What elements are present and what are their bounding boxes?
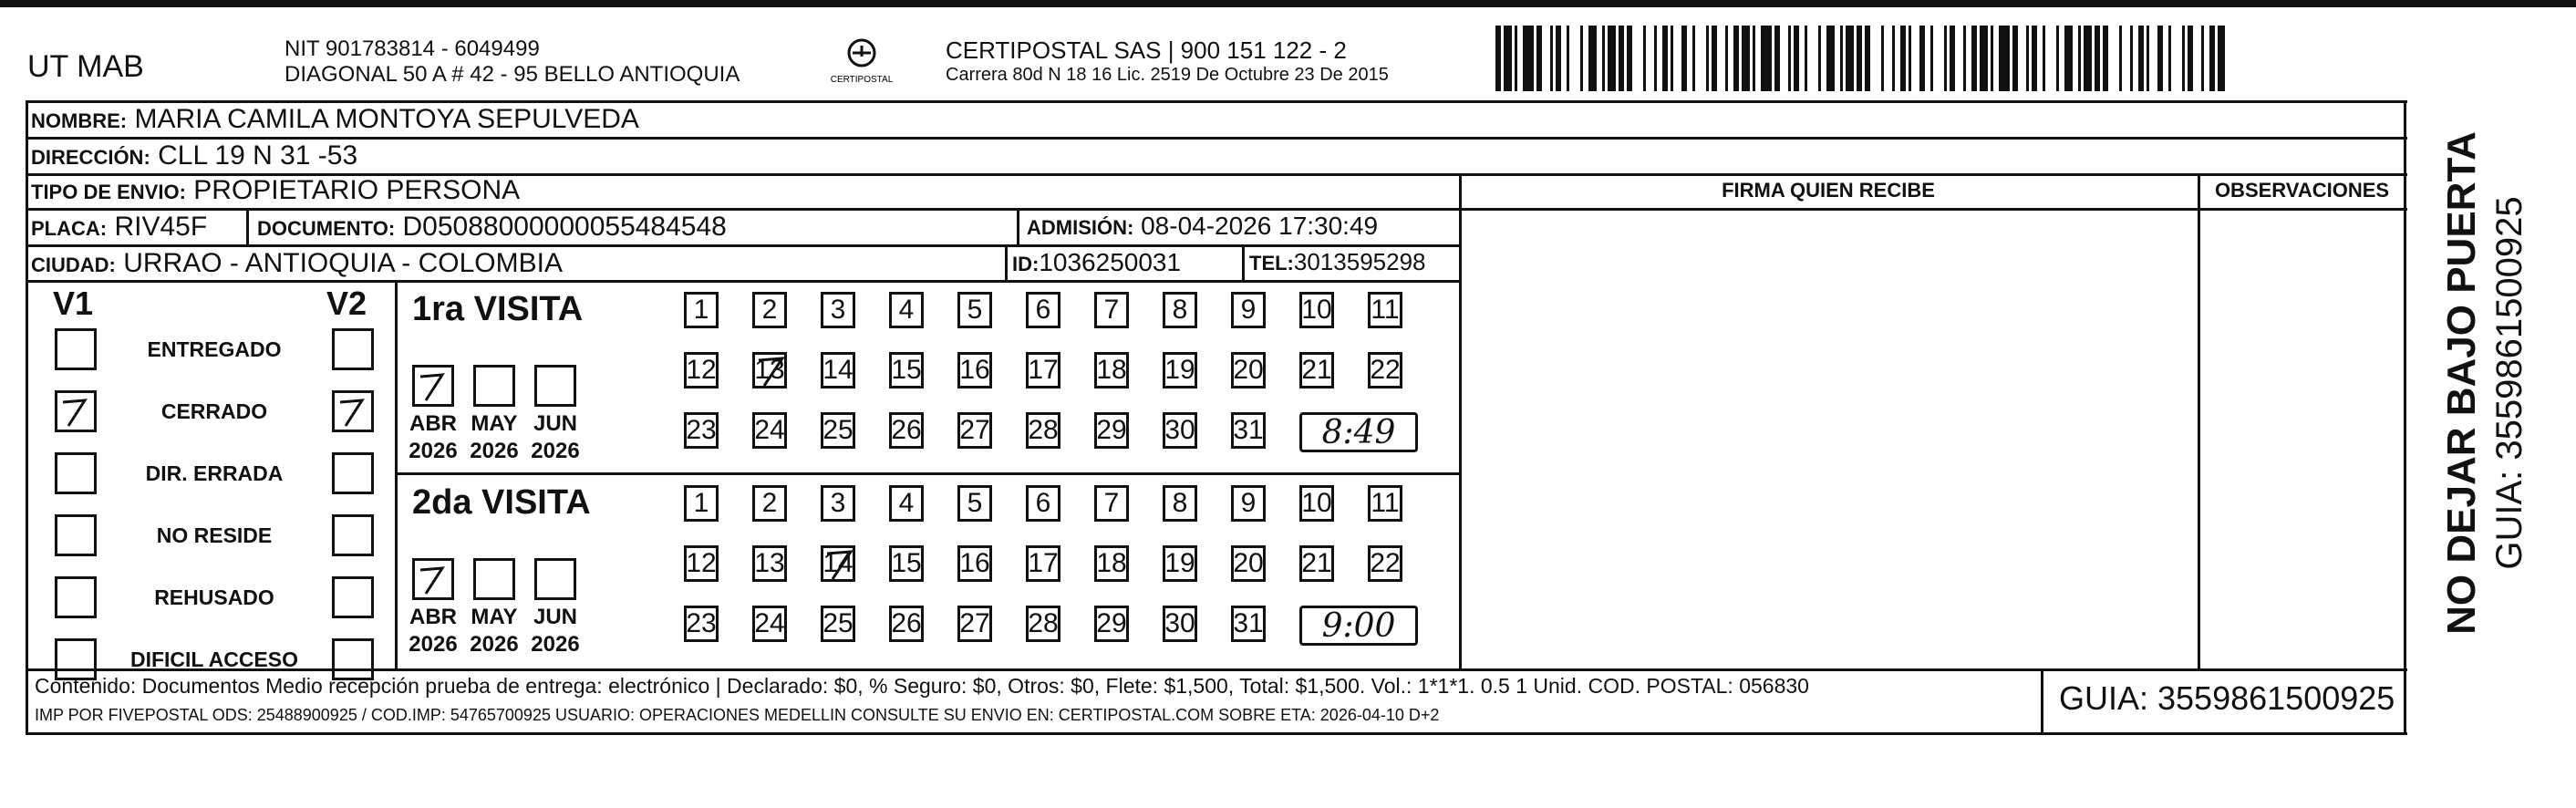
company: CERTIPOSTAL SAS | 900 151 122 - 2: [946, 36, 1347, 64]
barcode-bar: [1742, 26, 1750, 91]
barcode-bar: [1671, 26, 1673, 91]
imp-line: IMP POR FIVEPOSTAL ODS: 25488900925 / COD.IMP: 54765700925 USUARIO: OPERACIONES MEDELLIN CONSULTE SU ENVIO EN: CERTIPOSTAL.COM SOBRE ETA: 2026-04-10 D+2: [35, 706, 1440, 724]
frame-left: [26, 100, 28, 734]
barcode-bar: [1725, 26, 1728, 91]
first-month-label: [462, 410, 526, 465]
barcode-bar: [2201, 26, 2204, 91]
year: 2026: [409, 439, 458, 463]
barcode-bar: [1971, 26, 1977, 91]
second-day-box[interactable]: 7: [1094, 485, 1129, 522]
second-time-box: 9:00: [1299, 606, 1418, 646]
second-day-box[interactable]: 14: [821, 545, 855, 582]
first-day-box[interactable]: 5: [957, 292, 992, 328]
barcode-bar: [1788, 26, 1791, 91]
barcode-bar: [1857, 26, 1862, 91]
plate-label: PLACA:: [31, 217, 108, 240]
first-day-box[interactable]: 3: [821, 292, 855, 328]
first-month-label: [523, 410, 587, 465]
barcode-bar: [1944, 26, 1947, 91]
document-value: D05088000000055484548: [402, 212, 727, 242]
first-day-box[interactable]: 10: [1299, 292, 1334, 328]
status-label: CERRADO: [160, 399, 268, 423]
month-name: MAY: [471, 605, 518, 629]
signature-left: [1459, 173, 1462, 670]
month-name: JUN: [533, 411, 577, 436]
barcode-bar: [1619, 26, 1624, 91]
first-day-box[interactable]: 26: [889, 412, 924, 449]
first-day-box[interactable]: 16: [957, 352, 992, 388]
barcode-bar: [2157, 26, 2163, 91]
status-label: REHUSADO: [154, 585, 274, 609]
barcode-bar: [2095, 26, 2100, 91]
barcode-bar: [1643, 26, 1646, 91]
second-day-box[interactable]: 24: [752, 606, 787, 642]
barcode-bar: [1536, 26, 1542, 91]
second-day-box[interactable]: 19: [1163, 545, 1197, 582]
second-day-box[interactable]: 22: [1368, 545, 1402, 582]
second-day-box[interactable]: 6: [1026, 485, 1060, 522]
barcode-bar: [1627, 26, 1632, 91]
barcode-bar: [1980, 26, 1988, 91]
first-day-box[interactable]: 27: [957, 412, 992, 449]
barcode-bar: [2218, 26, 2225, 91]
barcode-bar: [1919, 26, 1925, 91]
second-day-box[interactable]: 28: [1026, 606, 1060, 642]
first-month-box[interactable]: [473, 365, 515, 407]
first-day-box[interactable]: 8: [1163, 292, 1197, 328]
visit-divider: [395, 472, 1462, 475]
day-mark-icon: [823, 548, 854, 581]
barcode-bar: [2147, 26, 2149, 91]
second-day-box[interactable]: 20: [1231, 545, 1266, 582]
side-guide: GUIA: 3559861500925: [2489, 196, 2529, 570]
barcode-bar: [1495, 26, 1501, 91]
second-day-box[interactable]: 3: [821, 485, 855, 522]
barcode-bar: [2078, 26, 2081, 91]
year: 2026: [531, 632, 580, 657]
first-day-box[interactable]: 1: [684, 292, 719, 328]
barcode-bar: [2056, 26, 2059, 91]
year: 2026: [470, 439, 519, 463]
sender: UT MAB: [27, 49, 144, 84]
plate-divider: [246, 208, 249, 244]
footer-guide-divider: [2041, 668, 2043, 734]
first-time-box: 8:49: [1299, 412, 1418, 452]
second-month-box[interactable]: [534, 558, 576, 600]
barcode-bar: [1662, 26, 1668, 91]
barcode-bar: [1608, 26, 1616, 91]
barcode-bar: [1881, 26, 1884, 91]
second-day-box[interactable]: 15: [889, 545, 924, 582]
row-line-2: [26, 137, 2407, 140]
first-day-box[interactable]: 18: [1094, 352, 1129, 388]
first-month-label: [401, 410, 465, 465]
tel-row: [1249, 250, 1426, 274]
row-line-1: [26, 100, 2407, 103]
barcode-bar: [1963, 26, 1966, 91]
second-day-box[interactable]: 25: [821, 606, 855, 642]
barcode-bar: [2032, 26, 2037, 91]
tel-divider: [1242, 244, 1245, 281]
second-day-box[interactable]: 23: [684, 606, 719, 642]
check-mark-icon: [415, 368, 451, 404]
second-day-box[interactable]: 1: [684, 485, 719, 522]
second-month-label: [462, 604, 526, 658]
barcode-bar: [1681, 26, 1687, 91]
v2-label: V2: [326, 285, 367, 322]
admission-divider: [1017, 208, 1019, 244]
row-line-6: [26, 280, 1462, 283]
barcode-bar: [1818, 26, 1821, 91]
first-day-box[interactable]: 9: [1231, 292, 1266, 328]
signature-header: FIRMA QUIEN RECIBE: [1722, 179, 1935, 202]
id-label: ID:: [1012, 253, 1040, 275]
logo-text: CERTIPOSTAL: [830, 75, 894, 85]
name-row: [31, 106, 639, 133]
first-day-box[interactable]: 19: [1163, 352, 1197, 388]
sender-address: DIAGONAL 50 A # 42 - 95 BELLO ANTIOQUIA: [284, 62, 740, 87]
second-day-box[interactable]: 31: [1231, 606, 1266, 642]
tel-value: 3013595298: [1293, 248, 1426, 275]
second-day-box[interactable]: 11: [1368, 485, 1402, 522]
admission-label: ADMISIÓN:: [1027, 216, 1134, 239]
barcode-bar: [1846, 26, 1854, 91]
shipment-type: PROPIETARIO PERSONA: [193, 175, 521, 205]
admission-row: [1027, 213, 1378, 239]
second-day-box[interactable]: 8: [1163, 485, 1197, 522]
barcode-bar: [1950, 26, 1955, 91]
second-day-box[interactable]: 12: [684, 545, 719, 582]
second-day-box[interactable]: 5: [957, 485, 992, 522]
month-name: JUN: [533, 605, 577, 629]
footer-bottom: [26, 732, 2407, 735]
barcode-bar: [1550, 26, 1553, 91]
first-day-box[interactable]: 21: [1299, 352, 1334, 388]
barcode-bar: [1567, 26, 1569, 91]
first-day-box[interactable]: 13: [752, 352, 787, 388]
barcode-bar: [1999, 26, 2010, 91]
barcode-bar: [1523, 26, 1534, 91]
company-address: Carrera 80d N 18 16 Lic. 2519 De Octubre 23 De 2015: [946, 65, 1389, 85]
first-day-box[interactable]: 15: [889, 352, 924, 388]
city-value: URRAO - ANTIOQUIA - COLOMBIA: [123, 248, 563, 278]
top-edge: [0, 0, 2576, 7]
status-label: DIFICIL ACCESO: [129, 647, 298, 671]
barcode-bar: [1515, 26, 1517, 91]
barcode-bar: [1805, 26, 1807, 91]
year: 2026: [470, 632, 519, 657]
second-day-box[interactable]: 26: [889, 606, 924, 642]
type-row: [31, 177, 520, 204]
second-day-box[interactable]: 9: [1231, 485, 1266, 522]
barcode-bar: [1991, 26, 1993, 91]
second-day-box[interactable]: 4: [889, 485, 924, 522]
month-name: MAY: [471, 411, 518, 436]
second-month-label: [401, 604, 465, 658]
second-day-box[interactable]: 18: [1094, 545, 1129, 582]
document-label: DOCUMENTO:: [257, 217, 396, 240]
barcode-bar: [1580, 26, 1583, 91]
first-month-box[interactable]: [534, 365, 576, 407]
second-day-box[interactable]: 30: [1163, 606, 1197, 642]
barcode-bar: [2103, 26, 2108, 91]
tel-label: TEL:: [1249, 252, 1294, 275]
barcode-bar: [1774, 26, 1780, 91]
second-month-label: [523, 604, 587, 658]
id-value: 1036250031: [1039, 248, 1182, 276]
certipostal-logo: [825, 36, 898, 88]
barcode-bar: [1826, 26, 1835, 91]
contents-line: Contenido: Documentos Medio recepción prueba de entrega: electrónico | Declarado: $0, % Seguro: $0, Otros: $0, Flete: $1,500, Total: $1,500. Vol.: 1*1*1. 0.5 1 Unid. COD. POSTAL: 056830: [35, 674, 1809, 698]
barcode-bar: [1761, 26, 1772, 91]
barcode-bar: [1794, 26, 1799, 91]
barcode-bar: [2043, 26, 2045, 91]
year: 2026: [409, 632, 458, 657]
first-day-box[interactable]: 20: [1231, 352, 1266, 388]
observations-header: OBSERVACIONES: [2214, 179, 2390, 202]
first-day-box[interactable]: 22: [1368, 352, 1402, 388]
first-day-box[interactable]: 17: [1026, 352, 1060, 388]
barcode-bar: [1909, 26, 1911, 91]
second-day-box[interactable]: 29: [1094, 606, 1129, 642]
first-day-box[interactable]: 4: [889, 292, 924, 328]
first-day-box[interactable]: 28: [1026, 412, 1060, 449]
admission-value: 08-04-2026 17:30:49: [1141, 212, 1379, 240]
status-divider: [395, 280, 398, 670]
recipient-address: CLL 19 N 31 -53: [158, 140, 358, 171]
first-day-box[interactable]: 30: [1163, 412, 1197, 449]
barcode-bar: [2012, 26, 2018, 91]
first-day-box[interactable]: 2: [752, 292, 787, 328]
barcode-bar: [1692, 26, 1695, 91]
barcode-bar: [1733, 26, 1739, 91]
first-visit-title: 1ra VISITA: [412, 290, 584, 328]
second-day-box[interactable]: 10: [1299, 485, 1334, 522]
status-label: NO RESIDE: [156, 523, 273, 547]
second-month-box[interactable]: [412, 558, 454, 600]
type-label: TIPO DE ENVIO:: [31, 181, 186, 203]
city-label: CIUDAD:: [31, 254, 116, 276]
first-day-box[interactable]: 25: [821, 412, 855, 449]
barcode-bar: [1602, 26, 1605, 91]
barcode-bar: [2209, 26, 2215, 91]
first-day-box[interactable]: 7: [1094, 292, 1129, 328]
first-month-box[interactable]: [412, 365, 454, 407]
first-day-box[interactable]: 6: [1026, 292, 1060, 328]
barcode-bar: [2119, 26, 2122, 91]
barcode-bar: [1753, 26, 1755, 91]
address-label: DIRECCIÓN:: [31, 146, 150, 169]
barcode-bar: [2084, 26, 2092, 91]
plate-row: [31, 213, 207, 241]
barcode-bar: [1900, 26, 1906, 91]
barcode-bar: [1892, 26, 1895, 91]
barcode-bar: [1556, 26, 1561, 91]
barcode-bar: [1840, 26, 1843, 91]
first-day-box[interactable]: 11: [1368, 292, 1402, 328]
first-day-box[interactable]: 31: [1231, 412, 1266, 449]
barcode-bar: [2130, 26, 2133, 91]
barcode-bar: [1712, 26, 1717, 91]
do-not-leave-warning: NO DEJAR BAJO PUERTA: [2439, 131, 2484, 635]
month-name: ABR: [409, 411, 457, 436]
first-day-box[interactable]: 29: [1094, 412, 1129, 449]
barcode-bar: [2064, 26, 2073, 91]
first-day-box[interactable]: 12: [684, 352, 719, 388]
second-day-box[interactable]: 2: [752, 485, 787, 522]
address-row: [31, 142, 357, 170]
second-visit-title: 2da VISITA: [412, 483, 591, 522]
first-day-box[interactable]: 14: [821, 352, 855, 388]
barcode-bar: [1504, 26, 1512, 91]
second-day-box[interactable]: 13: [752, 545, 787, 582]
barcode-bar: [2188, 26, 2193, 91]
second-month-box[interactable]: [473, 558, 515, 600]
barcode-bar: [1930, 26, 1933, 91]
footer-top: [26, 668, 2407, 671]
row-line-4: [26, 208, 2407, 211]
observations-left: [2198, 173, 2200, 670]
second-day-box[interactable]: 27: [957, 606, 992, 642]
name-label: NOMBRE:: [31, 109, 128, 132]
city-row: [31, 250, 563, 277]
month-name: ABR: [409, 605, 457, 629]
day-mark-icon: [755, 355, 786, 388]
v1-label: V1: [53, 285, 94, 322]
barcode-bar: [1588, 26, 1597, 91]
plate-value: RIV45F: [114, 212, 208, 242]
sender-nit: NIT 901783814 - 6049499: [284, 36, 540, 61]
barcode-bar: [1654, 26, 1657, 91]
document-row: [257, 213, 727, 241]
second-day-box[interactable]: 21: [1299, 545, 1334, 582]
footer-guide: GUIA: 3559861500925: [2059, 679, 2395, 717]
barcode: [1495, 26, 2225, 91]
barcode-bar: [1865, 26, 1870, 91]
row-line-5: [26, 244, 1462, 247]
first-day-box[interactable]: 23: [684, 412, 719, 449]
id-row: [1012, 250, 1181, 275]
status-label: ENTREGADO: [147, 337, 282, 361]
first-day-box[interactable]: 24: [752, 412, 787, 449]
barcode-bar: [2026, 26, 2029, 91]
id-divider: [1005, 244, 1008, 281]
year: 2026: [531, 439, 580, 463]
barcode-bar: [2138, 26, 2144, 91]
second-day-box[interactable]: 16: [957, 545, 992, 582]
status-label: DIR. ERRADA: [145, 461, 284, 485]
check-mark-icon: [415, 561, 451, 597]
barcode-bar: [1706, 26, 1709, 91]
frame-right: [2404, 100, 2406, 734]
recipient-name: MARIA CAMILA MONTOYA SEPULVEDA: [134, 104, 639, 134]
second-day-box[interactable]: 17: [1026, 545, 1060, 582]
barcode-bar: [2182, 26, 2185, 91]
barcode-bar: [2168, 26, 2171, 91]
